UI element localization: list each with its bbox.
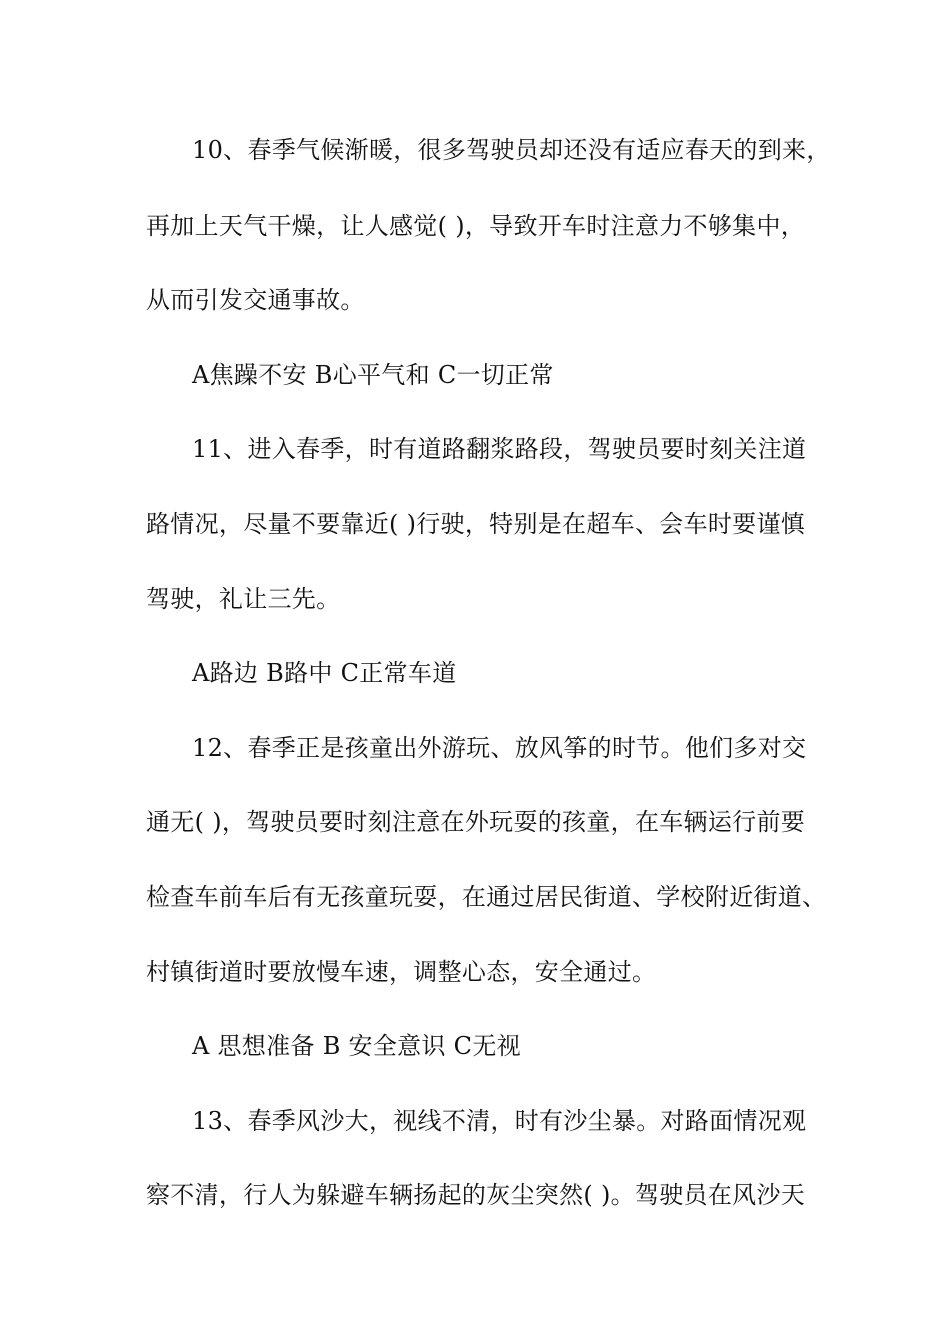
q10-text-line-2: 再加上天气干燥，让人感觉( )，导致开车时注意力不够集中，	[146, 212, 806, 240]
q13-text-line-1: 13、春季风沙大，视线不清，时有沙尘暴。对路面情况观	[192, 1107, 807, 1135]
q12-text-line-4: 村镇街道时要放慢车速，调整心态，安全通过。	[146, 958, 657, 986]
q11-options: A路边 B路中 C正常车道	[192, 659, 457, 687]
q13-text-line-2: 察不清，行人为躲避车辆扬起的灰尘突然( )。驾驶员在风沙天	[146, 1181, 806, 1209]
q12-text-line-1: 12、春季正是孩童出外游玩、放风筝的时节。他们多对交	[192, 734, 807, 762]
q12-text-line-3: 检查车前车后有无孩童玩耍，在通过居民街道、学校附近街道、	[146, 883, 827, 911]
q11-text-line-2: 路情况，尽量不要靠近( )行驶，特别是在超车、会车时要谨慎	[146, 510, 806, 538]
q10-text-line-3: 从而引发交通事故。	[146, 286, 365, 314]
q10-options: A焦躁不安 B心平气和 C一切正常	[192, 361, 554, 389]
q10-text-line-1: 10、春季气候渐暖，很多驾驶员却还没有适应春天的到来，	[192, 136, 831, 164]
q12-text-line-2: 通无( )，驾驶员要时刻注意在外玩耍的孩童，在车辆运行前要	[146, 808, 806, 836]
q11-text-line-3: 驾驶，礼让三先。	[146, 585, 341, 613]
q12-options: A 思想准备 B 安全意识 C无视	[192, 1032, 521, 1060]
q11-text-line-1: 11、进入春季，时有道路翻浆路段，驾驶员要时刻关注道	[192, 435, 807, 463]
